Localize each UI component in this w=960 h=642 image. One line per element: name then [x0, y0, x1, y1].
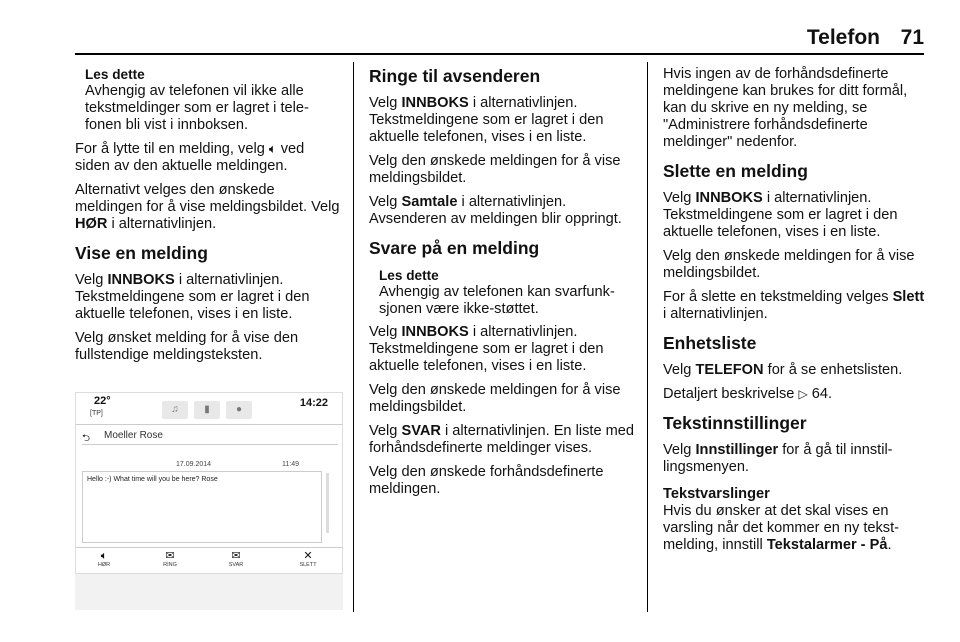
page-number: 71	[900, 26, 924, 49]
keyword: INNBOKS	[695, 190, 763, 206]
paragraph	[663, 503, 931, 554]
action-label: SLETT	[299, 562, 317, 568]
text: i alternativlinjen. Tekstmeldingene som er lagret i den aktuelle telefonen, vises i en liste.	[663, 190, 898, 240]
message-date: 17.09.2014	[176, 461, 212, 468]
paragraph	[75, 182, 343, 233]
call-button	[142, 550, 198, 568]
text: i alternativlinjen. Avsenderen av meldingen blir oppringt.	[369, 194, 622, 227]
keyword: Tekstalarmer - På	[766, 537, 888, 553]
action-bar	[76, 547, 342, 573]
note-text: Avhengig av telefonen vil ikke alle tekstmeldinger som er lagret i tele-fonen bli vist i innboksen.	[85, 83, 309, 133]
text: i alternativlinjen. Tekstmeldingene som er lagret i den aktuelle telefonen, vises i en liste.	[75, 272, 310, 322]
keyword: INNBOKS	[401, 324, 469, 340]
paragraph: Velg den ønskede meldingen for å vise meldingsbildet.	[369, 153, 621, 186]
heading-enhet: Enhetsliste	[663, 333, 757, 353]
paragraph	[75, 140, 343, 175]
keyword: Innstillinger	[695, 442, 779, 458]
note-title: Les dette	[379, 268, 439, 283]
info-icon: ●	[226, 401, 252, 419]
text: Detaljert beskrivelse	[663, 386, 795, 402]
text: i alternativlinjen.	[663, 306, 768, 322]
text: Velg	[75, 272, 104, 288]
paragraph: Velg ønsket melding for å vise den fullstendige meldingsteksten.	[75, 330, 299, 363]
text: i alternativlinjen. En liste med forhåndsdefinerte meldinger vises.	[369, 423, 634, 456]
scrollbar	[326, 473, 329, 533]
text: i alternativlinjen.	[111, 216, 217, 232]
phone-icon: ▮	[194, 401, 220, 419]
text: for å se enhetslisten.	[767, 362, 903, 378]
text: Velg	[369, 194, 398, 210]
column-3	[663, 66, 931, 561]
paragraph	[663, 289, 931, 323]
listen-button	[76, 550, 132, 568]
paragraph	[663, 386, 931, 403]
column-divider-2	[647, 62, 648, 612]
note-title: Les dette	[85, 67, 145, 82]
paragraph: Hvis ingen av de forhåndsdefinerte meldingene kan brukes for ditt formål, kan du skrive en ny melding, se "Administrere forhåndsdefinerte meldinger" nedenfor.	[663, 66, 908, 150]
paragraph	[663, 190, 931, 241]
keyword: HØR	[75, 216, 108, 232]
screenshot-figure	[75, 392, 343, 610]
paragraph	[369, 95, 639, 146]
column-1	[75, 66, 343, 371]
text: Hvis du ønsker at det skal vises en varsling når det kommer en ny tekst-melding, innstill	[663, 503, 900, 553]
note-text: Avhengig av telefonen kan svarfunk-sjonen være ikke-støttet.	[379, 284, 615, 317]
sender-name: Moeller Rose	[104, 430, 163, 441]
envelope-reply-icon: ✉︎	[231, 550, 241, 562]
keyword: INNBOKS	[107, 272, 175, 288]
status-bar	[76, 393, 342, 425]
heading-vise: Vise en melding	[75, 243, 208, 263]
text: Velg	[663, 190, 692, 206]
paragraph	[369, 324, 639, 375]
paragraph	[369, 423, 639, 457]
text: Alternativt velges den ønskede meldingen for å vise meldingsbildet.	[75, 182, 308, 215]
heading-svare: Svare på en melding	[369, 238, 540, 258]
action-label: RING	[163, 562, 177, 568]
infotainment-screen	[75, 392, 343, 574]
keyword: INNBOKS	[401, 95, 469, 111]
text: .	[887, 537, 892, 553]
text: for å gå til innstil-lingsmenyen.	[663, 442, 893, 475]
text: Velg	[369, 95, 398, 111]
paragraph: Velg den ønskede forhåndsdefinerte meldingen.	[369, 464, 604, 497]
keyword: SVAR	[401, 423, 441, 439]
text: ved siden av den aktuelle meldingen.	[75, 141, 305, 174]
paragraph	[663, 442, 931, 476]
note-box	[75, 66, 343, 134]
text: For å slette en tekstmelding velges	[663, 289, 889, 305]
text: i alternativlinjen. Tekstmeldingene som er lagret i den aktuelle telefonen, vises i en liste.	[369, 324, 604, 374]
text: Velg	[663, 362, 692, 378]
temperature: 22°	[94, 395, 111, 407]
header-rule	[75, 53, 924, 55]
close-icon: ✕	[303, 550, 313, 562]
text: Velg	[369, 324, 398, 340]
page-header	[0, 20, 960, 54]
heading-varsl: Tekstvarslinger	[663, 486, 770, 502]
message-time: 11:49	[282, 461, 299, 468]
reply-button	[208, 550, 264, 568]
text: Velg	[369, 423, 398, 439]
page-title: Telefon	[806, 26, 880, 49]
heading-ringe: Ringe til avsenderen	[369, 66, 541, 86]
text: For å lytte til en melding, velg	[75, 141, 265, 157]
keyword: TELEFON	[695, 362, 764, 378]
column-divider-1	[353, 62, 354, 612]
clock: 14:22	[299, 397, 328, 409]
keyword: Samtale	[401, 194, 458, 210]
music-icon: ♫	[162, 401, 188, 419]
action-label: HØR	[97, 562, 111, 568]
back-icon: ⮌	[82, 433, 91, 444]
speaker-icon: 🔈︎	[100, 550, 108, 562]
speaker-icon: 🔈︎	[268, 141, 277, 156]
arrow-right-icon: ▷	[798, 387, 808, 401]
paragraph	[369, 194, 639, 228]
paragraph: Velg den ønskede meldingen for å vise meldingsbildet.	[369, 382, 621, 415]
message-body	[82, 471, 322, 543]
envelope-call-icon: ✉︎	[165, 550, 175, 562]
text: i alternativlinjen. Tekstmeldingene som er lagret i den aktuelle telefonen, vises i en liste.	[369, 95, 604, 145]
text: Velg	[311, 199, 340, 215]
heading-slette: Slette en melding	[663, 161, 808, 181]
text: 64.	[811, 386, 833, 402]
text: Velg	[663, 442, 692, 458]
message-text: Hello :-) What time will you be here? Rose	[87, 476, 218, 483]
action-label: SVAR	[228, 562, 244, 568]
delete-button	[280, 550, 336, 568]
keyword: Slett	[892, 289, 925, 305]
paragraph	[663, 362, 931, 379]
column-2	[369, 66, 639, 505]
note-box	[369, 267, 639, 318]
message-header	[82, 429, 338, 445]
paragraph: Velg den ønskede meldingen for å vise meldingsbildet.	[663, 248, 915, 281]
paragraph	[75, 272, 343, 323]
heading-tekst: Tekstinnstillinger	[663, 413, 807, 433]
tp-indicator: [TP]	[90, 410, 103, 417]
